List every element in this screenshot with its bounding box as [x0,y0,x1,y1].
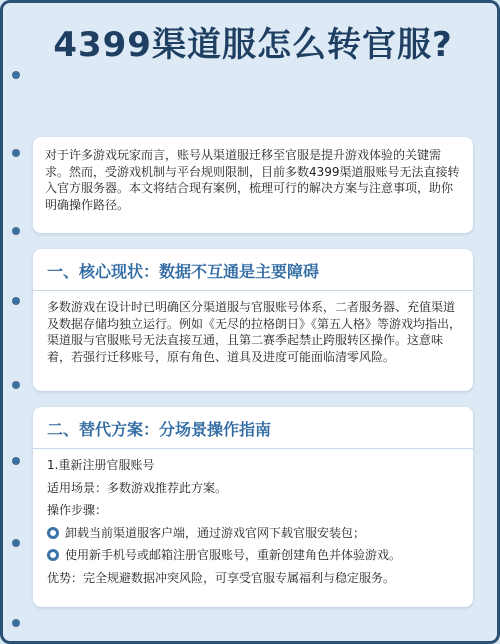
option-title: 1.重新注册官服账号 [47,458,155,472]
bullet-circle-icon [47,527,59,539]
advantage-text: 优势：完全规避数据冲突风险，可享受官服专属福利与稳定服务。 [47,570,396,585]
spine-dot [12,227,20,235]
section-body: 多数游戏在设计时已明确区分渠道服与官服账号体系，二者服务器、充值渠道及数据存储均独立运行。例如《无尽的拉格朗日》《第五人格》等游戏均指出，渠道服与官服账号无法直接互通，且第二赛季起禁止跨服转区操作。这意味着，若强行迁移账号，原有角色、道具及进度可能面临清零风险。 [47,300,462,364]
section-heading: 二、替代方案：分场景操作指南 [33,407,473,449]
intro-card [33,137,473,233]
spine-dot [12,381,20,389]
intro-text: 对于许多游戏玩家而言，账号从渠道服迁移至官服是提升游戏体验的关键需求。然而，受游戏机制与平台规则限制，目前多数4399渠道服账号无法直接转入官方服务器。本文将结合现有案例，梳理可行的解决方案与注意事项，助你明确操作路径。 [45,148,460,212]
spine-dot [12,539,20,547]
section-alternatives [33,407,473,607]
page-title: 4399渠道服怎么转官服? [53,25,453,65]
spine-dot [12,619,20,627]
section-core-status [33,249,473,391]
list-item [47,547,461,564]
list-item [47,525,461,542]
section-heading: 一、核心现状：数据不互通是主要障碍 [33,249,473,291]
spine-dot [12,71,20,79]
step-text: 使用新手机号或邮箱注册官服账号，重新创建角色并体验游戏。 [65,548,402,562]
spine-dot [12,149,20,157]
steps-label: 操作步骤： [47,503,108,517]
spine-dot [12,457,20,465]
scene-text: 适用场景：多数游戏推荐此方案。 [47,480,228,495]
spine-dot [12,297,20,305]
bullet-circle-icon [47,549,59,561]
step-text: 卸载当前渠道服客户端，通过游戏官网下载官服安装包； [65,525,366,540]
